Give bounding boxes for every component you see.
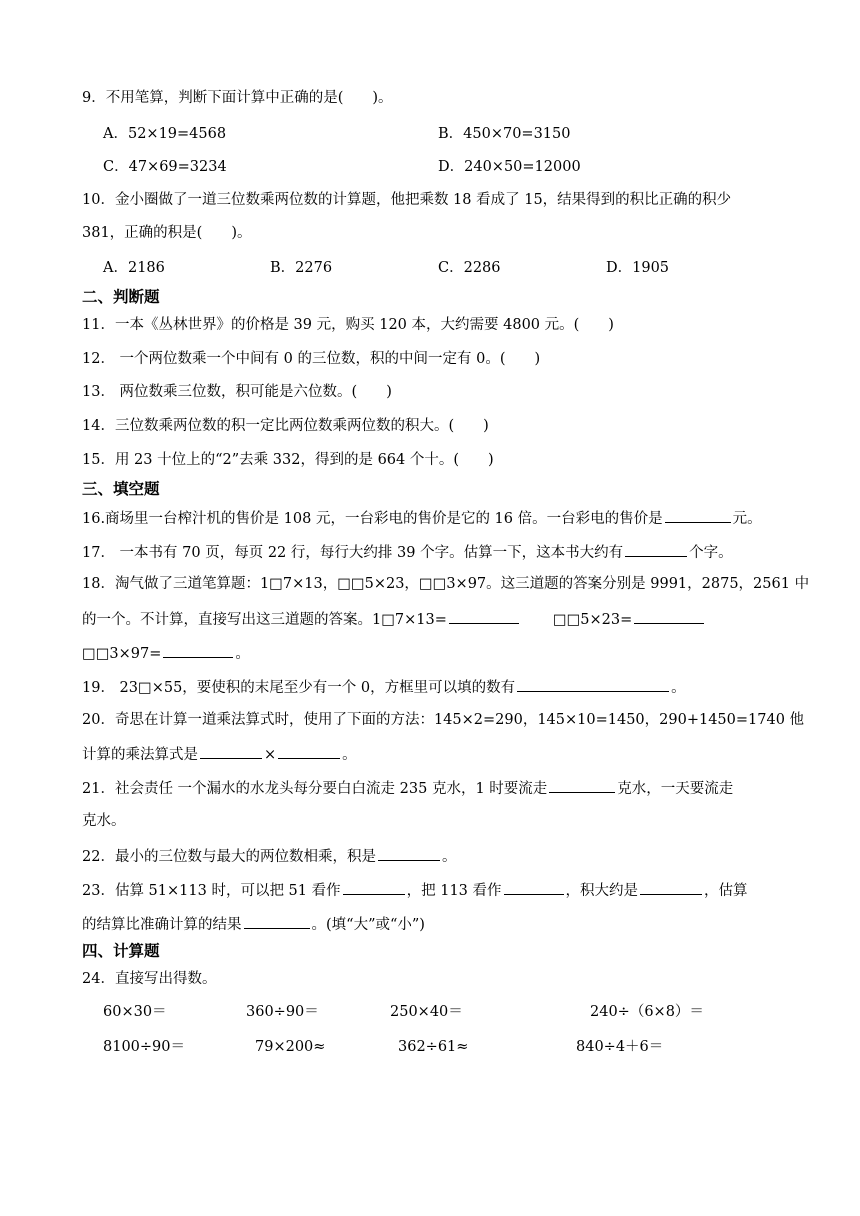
question-13: 13． 两位数乘三位数，积可能是六位数。( ): [82, 384, 392, 400]
question-21-line1: [82, 777, 733, 799]
q21-text-a: 21．社会责任 一个漏水的水龙头每分要白白流走 235 克水，1 时要流走: [82, 781, 548, 797]
q18-text-b: □□5×23=: [552, 612, 633, 628]
question-11: 11．一本《丛林世界》的价格是 39 元，购买 120 本，大约需要 4800 元。( ): [82, 317, 614, 333]
q9-option-a: A．52×19=4568: [103, 126, 227, 142]
q23-answer-blank-4[interactable]: [244, 913, 310, 929]
q21-text-b: 克水，一天要流走: [617, 781, 734, 797]
q10-option-a: A．2186: [103, 260, 165, 276]
q10-option-b: B．2276: [270, 260, 333, 276]
question-20-line2: [82, 743, 357, 765]
section-fill-heading: 三、填空题: [82, 480, 160, 498]
calc-item: 79×200≈: [255, 1039, 326, 1055]
q17-tail: 个字。: [689, 545, 733, 561]
q21-answer-blank-1[interactable]: [549, 777, 615, 793]
question-24: 24．直接写出得数。: [82, 971, 217, 987]
question-10-line2: 381，正确的积是( )。: [82, 225, 252, 241]
calc-item: 8100÷90＝: [103, 1039, 186, 1055]
calc-item: 240÷（6×8）＝: [590, 1004, 704, 1020]
section-judgment-heading: 二、判断题: [82, 288, 160, 306]
q17-answer-blank[interactable]: [625, 541, 687, 557]
q22-text: 22．最小的三位数与最大的两位数相乘，积是: [82, 849, 376, 865]
calc-item: 250×40＝: [390, 1004, 463, 1020]
q22-answer-blank[interactable]: [378, 845, 440, 861]
q16-tail: 元。: [732, 511, 762, 527]
q19-text: 19． 23□×55，要使积的末尾至少有一个 0，方框里可以填的数有: [82, 680, 516, 696]
q20-times: ×: [264, 747, 277, 763]
q23-text-b: ，把 113 看作: [406, 883, 502, 899]
q22-tail: 。: [441, 849, 457, 865]
q23-text-e: 的结算比准确计算的结果: [82, 917, 242, 933]
q18-answer-blank-2[interactable]: [634, 608, 704, 624]
q16-text: 16.商场里一台榨汁机的售价是 108 元，一台彩电的售价是它的 16 倍。一台彩电的售价是: [82, 511, 663, 527]
q20-text-a: 计算的乘法算式是: [82, 747, 198, 763]
question-21-line2: 克水。: [82, 813, 126, 829]
question-17: [82, 541, 733, 563]
q23-answer-blank-1[interactable]: [343, 879, 405, 895]
calc-item: 60×30＝: [103, 1004, 167, 1020]
q18-text-a: 的一个。不计算，直接写出这三道题的答案。1□7×13=: [82, 612, 447, 628]
question-9: 9．不用笔算，判断下面计算中正确的是( )。: [82, 90, 393, 106]
q23-text-a: 23．估算 51×113 时，可以把 51 看作: [82, 883, 341, 899]
q23-text-d: ，估算: [704, 883, 748, 899]
q19-answer-blank[interactable]: [517, 676, 669, 692]
q16-answer-blank[interactable]: [665, 507, 731, 523]
question-18-line3: [82, 642, 250, 664]
question-20-line1: 20．奇思在计算一道乘法算式时，使用了下面的方法：145×2=290，145×10=1450，290+1450=1740 他: [82, 712, 805, 728]
question-12: 12． 一个两位数乘一个中间有 0 的三位数，积的中间一定有 0。( ): [82, 351, 541, 367]
q18-answer-blank-3[interactable]: [163, 642, 233, 658]
q10-option-c: C．2286: [438, 260, 501, 276]
q9-option-c: C．47×69=3234: [103, 159, 227, 175]
question-23-line2: [82, 913, 425, 935]
section-calc-heading: 四、计算题: [82, 942, 160, 960]
q17-text: 17． 一本书有 70 页，每页 22 行，每行大约排 39 个字。估算一下，这本书大约有: [82, 545, 624, 561]
q10-option-d: D．1905: [606, 260, 670, 276]
q18-tail: 。: [235, 646, 250, 662]
q9-option-d: D．240×50=12000: [438, 159, 581, 175]
q18-answer-blank-1[interactable]: [449, 608, 519, 624]
calc-item: 360÷90＝: [246, 1004, 319, 1020]
q20-tail: 。: [342, 747, 357, 763]
question-14: 14．三位数乘两位数的积一定比两位数乘两位数的积大。( ): [82, 418, 489, 434]
question-15: 15．用 23 十位上的“2”去乘 332，得到的是 664 个十。( ): [82, 452, 494, 468]
question-16: [82, 507, 762, 529]
question-10-line1: 10．金小圈做了一道三位数乘两位数的计算题，他把乘数 18 看成了 15，结果得到的积比正确的积少: [82, 192, 732, 208]
question-19: [82, 676, 686, 698]
calc-item: 362÷61≈: [398, 1039, 469, 1055]
q9-option-b: B．450×70=3150: [438, 126, 571, 142]
q23-answer-blank-3[interactable]: [640, 879, 702, 895]
question-23-line1: [82, 879, 748, 901]
calc-item: 840÷4＋6＝: [576, 1039, 664, 1055]
q19-tail: 。: [671, 680, 686, 696]
question-18-line2: [82, 608, 706, 630]
q20-answer-blank-1[interactable]: [200, 743, 262, 759]
q18-text-c: □□3×97=: [82, 646, 162, 662]
question-22: [82, 845, 456, 867]
q23-tail: 。(填“大”或“小”): [311, 917, 425, 933]
question-18-line1: 18．淘气做了三道笔算题：1□7×13，□□5×23，□□3×97。这三道题的答案分别是 9991，2875，2561 中: [82, 576, 810, 592]
q20-answer-blank-2[interactable]: [278, 743, 340, 759]
q23-answer-blank-2[interactable]: [504, 879, 564, 895]
q23-text-c: ，积大约是: [565, 883, 639, 899]
